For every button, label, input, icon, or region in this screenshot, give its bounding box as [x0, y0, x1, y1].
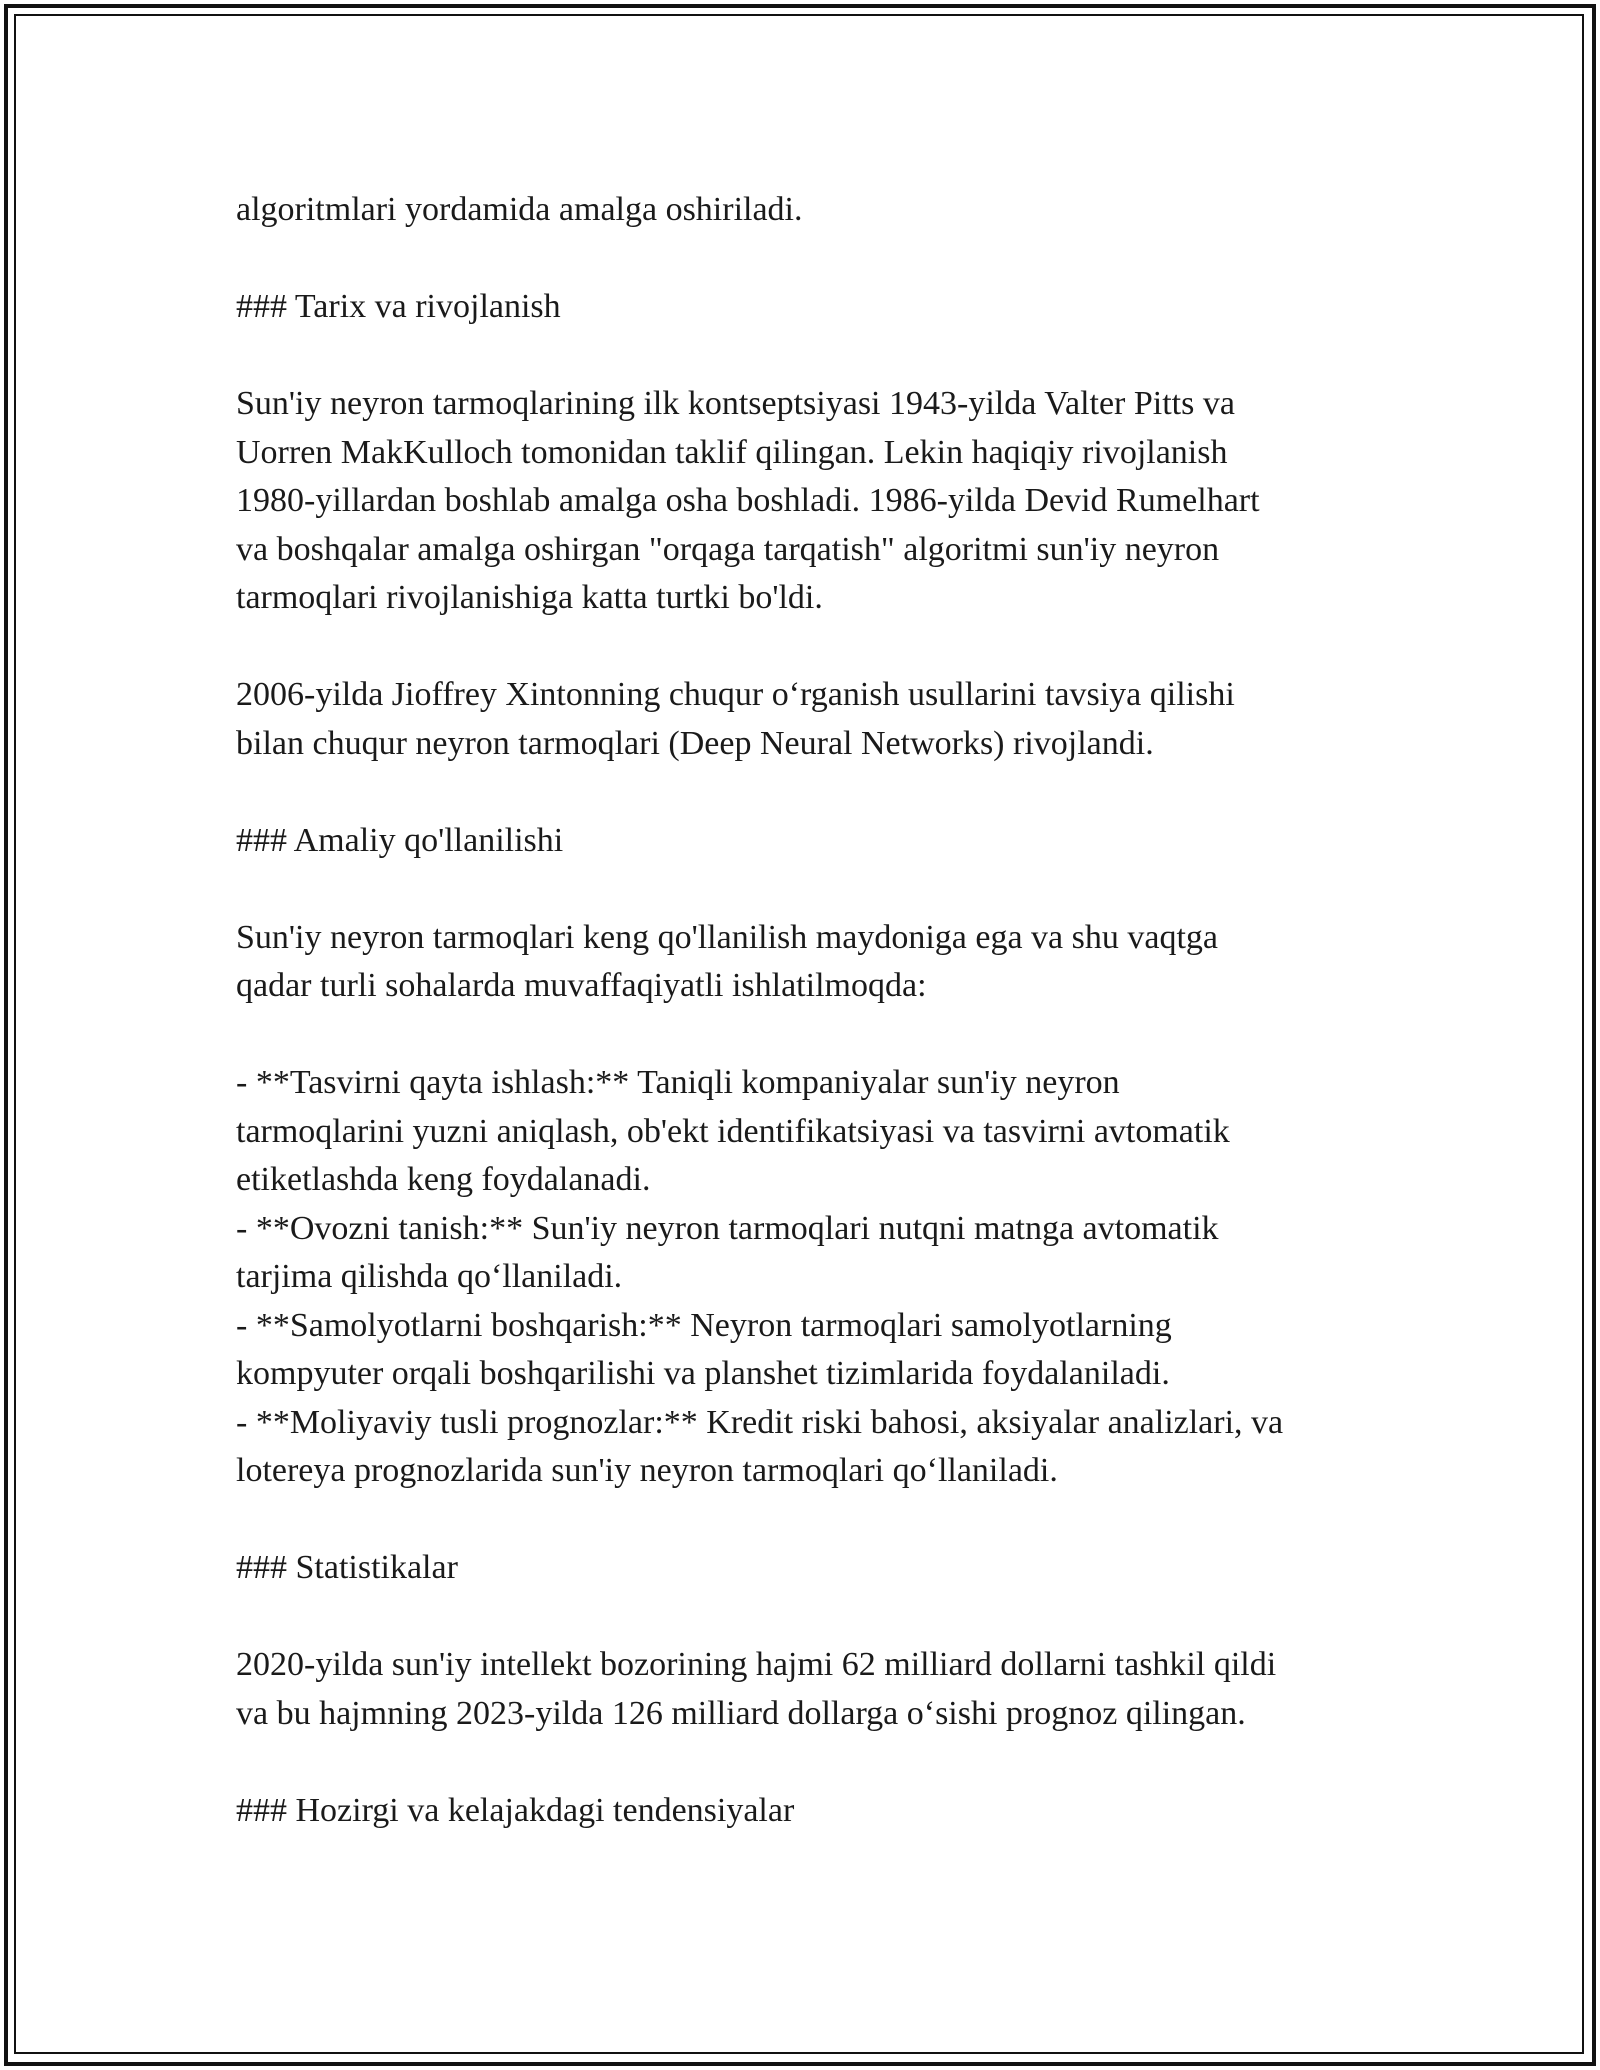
text-line: Sun'iy neyron tarmoqlari keng qo'llanilish maydoniga ega va shu vaqtga: [236, 918, 1218, 956]
text-line: algoritmlari yordamida amalga oshiriladi.: [236, 191, 803, 228]
text-line: tarmoqlarini yuzni aniqlash, ob'ekt identifikatsiyasi va tasvirni avtomatik: [236, 1112, 1230, 1150]
heading-tendensiyalar: ### Hozirgi va kelajakdagi tendensiyalar: [236, 1791, 795, 1829]
text-line: - **Moliyaviy tusli prognozlar:** Kredit riski bahosi, aksiyalar analizlari, va: [236, 1403, 1284, 1441]
text-line: etiketlashda keng foydalanadi.: [236, 1161, 651, 1198]
text-line: Uorren MakKulloch tomonidan taklif qilingan. Lekin haqiqiy rivojlanish: [236, 433, 1228, 471]
paragraph-intro-end: [236, 186, 1386, 235]
document-body: [236, 186, 1386, 1884]
text-line: - **Tasvirni qayta ishlash:** Taniqli kompaniyalar sun'iy neyron: [236, 1064, 1120, 1101]
text-line: Sun'iy neyron tarmoqlarining ilk kontseptsiyasi 1943-yilda Valter Pitts va: [236, 385, 1235, 422]
paragraph-deep-learning: [236, 671, 1386, 768]
text-line: - **Samolyotlarni boshqarish:** Neyron tarmoqlari samolyotlarning: [236, 1306, 1172, 1344]
heading-amaliy: ### Amaliy qo'llanilishi: [236, 821, 564, 859]
text-line: va bu hajmning 2023-yilda 126 milliard dollarga o‘sishi prognoz qilingan.: [236, 1694, 1246, 1732]
text-line: tarjima qilishda qo‘llaniladi.: [236, 1258, 623, 1295]
heading-tarix: ### Tarix va rivojlanish: [236, 288, 561, 325]
text-line: lotereya prognozlarida sun'iy neyron tarmoqlari qo‘llaniladi.: [236, 1452, 1058, 1489]
text-line: 2006-yilda Jioffrey Xintonning chuqur o‘rganish usullarini tavsiya qilishi: [236, 676, 1235, 713]
text-line: kompyuter orqali boshqarilishi va planshet tizimlarida foydalaniladi.: [236, 1355, 1170, 1392]
paragraph-tarix: [236, 380, 1386, 623]
list-item: [236, 1399, 1386, 1496]
heading-statistikalar: ### Statistikalar: [236, 1549, 458, 1586]
text-line: bilan chuqur neyron tarmoqlari (Deep Neural Networks) rivojlandi.: [236, 724, 1154, 762]
list-item: [236, 1059, 1386, 1205]
text-line: va boshqalar amalga oshirgan "orqaga tarqatish" algoritmi sun'iy neyron: [236, 530, 1220, 568]
text-line: 2020-yilda sun'iy intellekt bozorining hajmi 62 milliard dollarni tashkil qildi: [236, 1646, 1277, 1683]
text-line: 1980-yillardan boshlab amalga osha boshladi. 1986-yilda Devid Rumelhart: [236, 482, 1260, 519]
list-item: [236, 1205, 1386, 1302]
list-item: [236, 1302, 1386, 1399]
text-line: tarmoqlari rivojlanishiga katta turtki bo'ldi.: [236, 579, 823, 616]
bullet-list-applications: [236, 1059, 1386, 1496]
paragraph-statistikalar: [236, 1641, 1386, 1738]
text-line: - **Ovozni tanish:** Sun'iy neyron tarmoqlari nutqni matnga avtomatik: [236, 1209, 1219, 1247]
text-line: qadar turli sohalarda muvaffaqiyatli ishlatilmoqda:: [236, 967, 927, 1004]
paragraph-amaliy: [236, 914, 1386, 1011]
